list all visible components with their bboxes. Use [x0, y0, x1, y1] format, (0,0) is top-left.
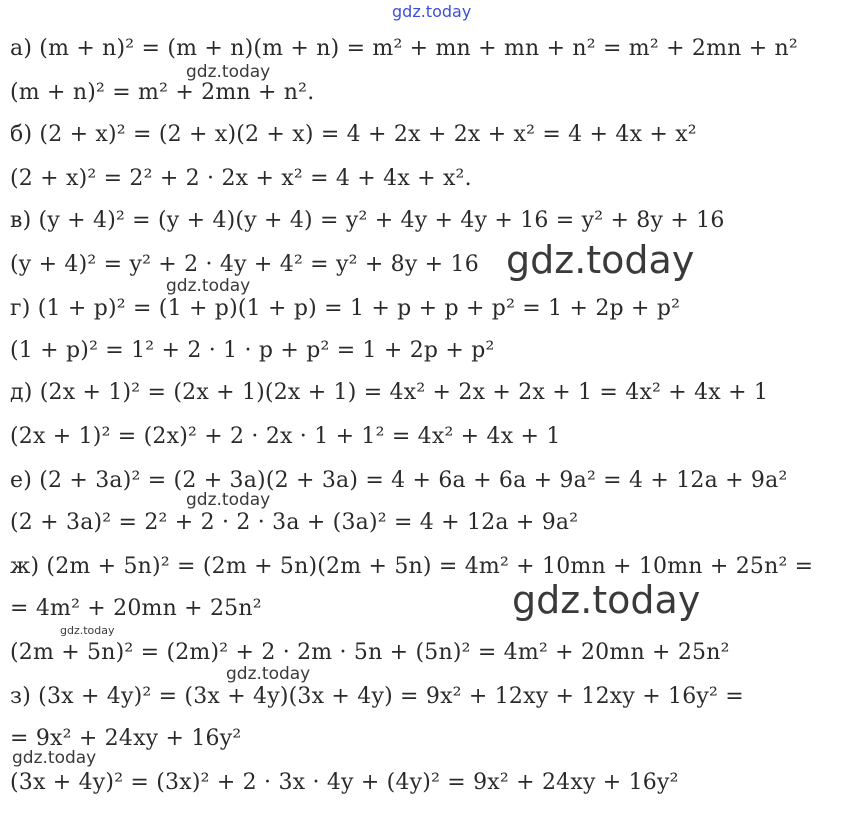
- watermark-5: gdz.today: [512, 578, 701, 622]
- watermark-6: gdz.today: [60, 624, 115, 637]
- watermark-2: gdz.today: [506, 238, 695, 282]
- watermark-7: gdz.today: [226, 664, 311, 684]
- solution-line-b1: б) (2 + x)² = (2 + x)(2 + x) = 4 + 2x + 2x + x² = 4 + 4x + x²: [10, 122, 697, 147]
- solution-line-v1: в) (y + 4)² = (y + 4)(y + 4) = y² + 4y + 4y + 16 = y² + 8y + 16: [10, 208, 725, 233]
- solution-line-a1: а) (m + n)² = (m + n)(m + n) = m² + mn + mn + n² = m² + 2mn + n²: [10, 36, 798, 61]
- watermark-8: gdz.today: [12, 748, 97, 768]
- solution-line-z2: = 9x² + 24xy + 16y²: [10, 726, 242, 751]
- solution-line-d1: д) (2x + 1)² = (2x + 1)(2x + 1) = 4x² + 2x + 2x + 1 = 4x² + 4x + 1: [10, 380, 769, 405]
- solution-line-zh1: ж) (2m + 5n)² = (2m + 5n)(2m + 5n) = 4m² + 10mn + 10mn + 25n² =: [10, 554, 814, 579]
- solution-line-g2: (1 + p)² = 1² + 2 · 1 · p + p² = 1 + 2p + p²: [10, 338, 495, 363]
- watermark-4: gdz.today: [186, 490, 271, 510]
- solution-line-z3: (3x + 4y)² = (3x)² + 2 · 3x · 4y + (4y)² = 9x² + 24xy + 16y²: [10, 770, 679, 795]
- solution-line-v2: (y + 4)² = y² + 2 · 4y + 4² = y² + 8y + 16: [10, 252, 479, 277]
- solution-line-e2: (2 + 3a)² = 2² + 2 · 2 · 3a + (3a)² = 4 + 12a + 9a²: [10, 510, 579, 535]
- solution-line-zh3: (2m + 5n)² = (2m)² + 2 · 2m · 5n + (5n)² = 4m² + 20mn + 25n²: [10, 640, 730, 665]
- solution-line-e1: е) (2 + 3a)² = (2 + 3a)(2 + 3a) = 4 + 6a + 6a + 9a² = 4 + 12a + 9a²: [10, 468, 788, 493]
- solution-line-b2: (2 + x)² = 2² + 2 · 2x + x² = 4 + 4x + x².: [10, 166, 472, 191]
- solution-line-d2: (2x + 1)² = (2x)² + 2 · 2x · 1 + 1² = 4x² + 4x + 1: [10, 424, 561, 449]
- solution-line-zh2: = 4m² + 20mn + 25n²: [10, 596, 262, 621]
- solution-line-g1: г) (1 + p)² = (1 + p)(1 + p) = 1 + p + p + p² = 1 + 2p + p²: [10, 296, 681, 321]
- watermark-3: gdz.today: [166, 276, 251, 296]
- watermark-top: gdz.today: [392, 2, 472, 21]
- solution-line-z1: з) (3x + 4y)² = (3x + 4y)(3x + 4y) = 9x² + 12xy + 12xy + 16y² =: [10, 684, 744, 709]
- watermark-1: gdz.today: [186, 62, 271, 82]
- solution-line-a2: (m + n)² = m² + 2mn + n².: [10, 80, 315, 105]
